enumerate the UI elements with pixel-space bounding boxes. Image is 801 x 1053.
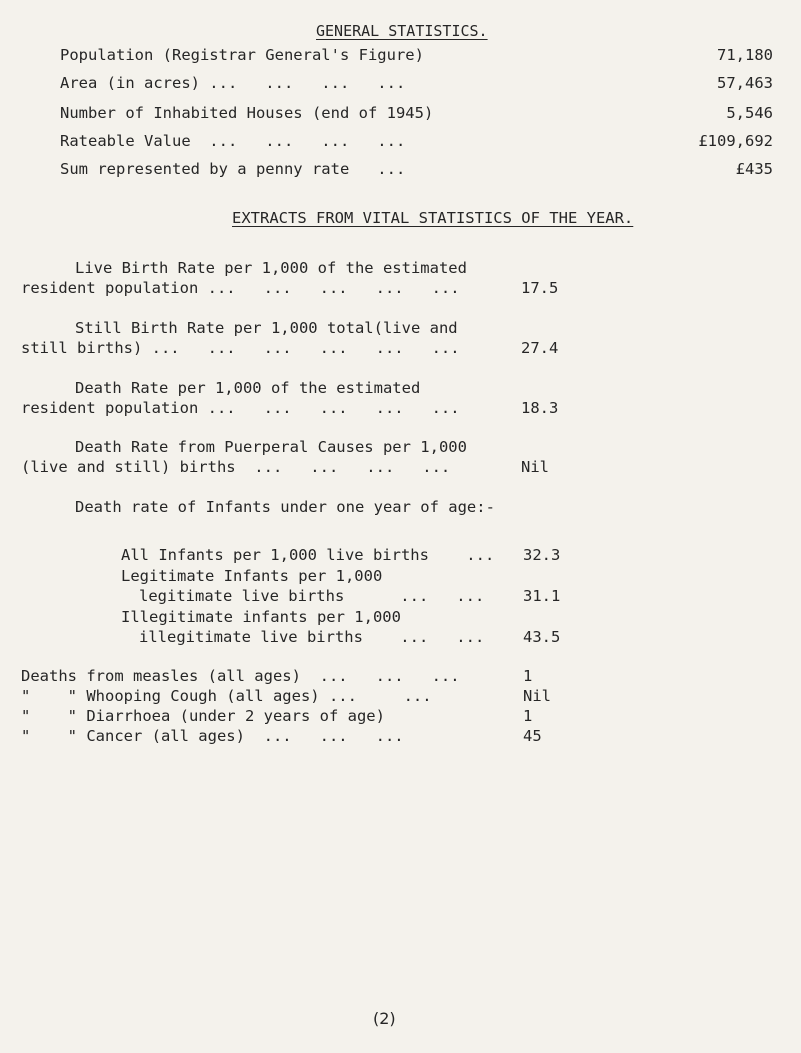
- legitimate-infants-line1: Legitimate Infants per 1,000: [121, 567, 383, 585]
- illegitimate-infants-value: 43.5: [523, 628, 561, 646]
- general-row-penny-rate-label: Sum represented by a penny rate ...: [60, 160, 406, 178]
- puerperal-rate-line2: (live and still) births ... ... ... ...: [21, 458, 451, 476]
- deaths-cancer-label: " " Cancer (all ages) ... ... ...: [21, 727, 404, 745]
- general-row-population-label: Population (Registrar General's Figure): [60, 46, 424, 64]
- general-row-area-label: Area (in acres) ... ... ... ...: [60, 74, 406, 92]
- general-row-population-value: 71,180: [717, 46, 773, 64]
- legitimate-infants-line2: legitimate live births ... ...: [139, 587, 485, 605]
- live-birth-rate-value: 17.5: [521, 279, 559, 297]
- live-birth-rate-line2: resident population ... ... ... ... ...: [21, 279, 460, 297]
- deaths-measles-value: 1: [523, 667, 533, 685]
- still-birth-rate-value: 27.4: [521, 339, 559, 357]
- death-rate-line2: resident population ... ... ... ... ...: [21, 399, 460, 417]
- illegitimate-infants-line2: illegitimate live births ... ...: [139, 628, 485, 646]
- all-infants-line1: All Infants per 1,000 live births ...: [121, 546, 495, 564]
- puerperal-rate-line1: Death Rate from Puerperal Causes per 1,000: [75, 438, 467, 456]
- deaths-measles-label: Deaths from measles (all ages) ... ... ...: [21, 667, 460, 685]
- general-row-area-value: 57,463: [717, 74, 773, 92]
- all-infants-value: 32.3: [523, 546, 561, 564]
- general-row-penny-rate-value: £435: [735, 160, 773, 178]
- deaths-whooping-cough-value: Nil: [523, 687, 551, 705]
- deaths-diarrhoea-label: " " Diarrhoea (under 2 years of age): [21, 707, 385, 725]
- general-row-houses-value: 5,546: [726, 104, 773, 122]
- general-row-rateable-label: Rateable Value ... ... ... ...: [60, 132, 406, 150]
- deaths-whooping-cough-label: " " Whooping Cough (all ages) ... ...: [21, 687, 432, 705]
- vital-statistics-heading: EXTRACTS FROM VITAL STATISTICS OF THE YEAR.: [232, 209, 634, 227]
- general-row-houses-label: Number of Inhabited Houses (end of 1945): [60, 104, 434, 122]
- still-birth-rate-line2: still births) ... ... ... ... ... ...: [21, 339, 460, 357]
- death-rate-line1: Death Rate per 1,000 of the estimated: [75, 379, 421, 397]
- deaths-cancer-value: 45: [523, 727, 542, 745]
- puerperal-rate-value: Nil: [521, 458, 549, 476]
- illegitimate-infants-line1: Illegitimate infants per 1,000: [121, 608, 401, 626]
- live-birth-rate-line1: Live Birth Rate per 1,000 of the estimated: [75, 259, 467, 277]
- legitimate-infants-value: 31.1: [523, 587, 561, 605]
- deaths-diarrhoea-value: 1: [523, 707, 533, 725]
- general-statistics-heading: GENERAL STATISTICS.: [316, 22, 488, 40]
- still-birth-rate-line1: Still Birth Rate per 1,000 total(live and: [75, 319, 458, 337]
- death-rate-value: 18.3: [521, 399, 559, 417]
- general-row-rateable-value: £109,692: [698, 132, 773, 150]
- infant-death-rate-heading: Death rate of Infants under one year of age:-: [75, 498, 495, 516]
- page-number: (2): [373, 1009, 396, 1028]
